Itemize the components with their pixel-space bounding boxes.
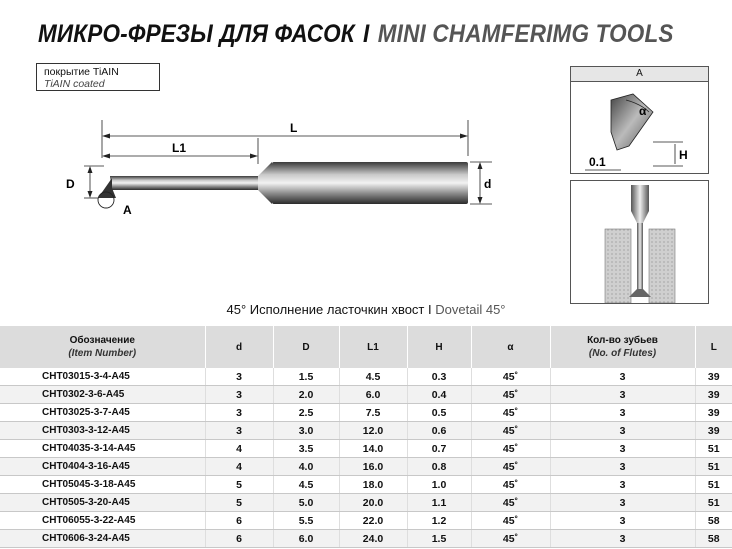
detail-a-panel [570,66,709,174]
dovetail-section-panel [570,180,709,304]
table-cell: 6 [205,512,273,530]
table-cell: CHT03025-3-7-A45 [0,404,205,422]
column-header [695,326,732,368]
table-cell: 45˚ [471,476,550,494]
table-cell: 18.0 [339,476,407,494]
title-en: MINI CHAMFERIMG TOOLS [377,20,674,48]
column-header [0,326,205,368]
table-cell: 51 [695,494,732,512]
specs-table [0,326,732,548]
table-cell: 3 [550,440,695,458]
table-cell: 5.5 [273,512,339,530]
table-cell: CHT06055-3-22-A45 [0,512,205,530]
table-cell: 45˚ [471,386,550,404]
table-cell: 45˚ [471,458,550,476]
workpiece-right [649,229,675,303]
table-cell: 4.5 [339,368,407,386]
table-row [0,404,732,422]
dim-L1-arrow-left [102,154,110,159]
table-cell: 3 [550,404,695,422]
column-header [550,326,695,368]
column-header-label: L [710,341,717,353]
subtitle-separator: I [428,302,432,317]
dim-d-arrow-bottom [478,197,483,204]
table-cell: 6.0 [339,386,407,404]
column-header-label: D [302,341,310,353]
label-L: L [290,121,298,135]
table-cell: CHT0404-3-16-A45 [0,458,205,476]
column-header-sublabel: (Item Number) [68,348,137,359]
table-cell: 5 [205,494,273,512]
table-cell: 3 [550,386,695,404]
dim-D-arrow-bottom [88,191,93,198]
detail-a-alpha: α [639,104,647,118]
detail-a-H: H [679,148,688,162]
table-cell: 39 [695,386,732,404]
dim-L-arrow-left [102,134,110,139]
table-row [0,440,732,458]
table-cell: CHT04035-3-14-A45 [0,440,205,458]
subtitle-en: Dovetail 45° [435,302,506,317]
table-cell: CHT0303-3-12-A45 [0,422,205,440]
table-cell: 45˚ [471,512,550,530]
table-cell: 39 [695,368,732,386]
table-cell: 6 [205,530,273,548]
table-cell: 4 [205,458,273,476]
table-cell: 20.0 [339,494,407,512]
table-cell: 1.5 [273,368,339,386]
dim-L-arrow-right [460,134,468,139]
table-cell: 45˚ [471,368,550,386]
section-shank [631,185,649,211]
table-cell: 58 [695,512,732,530]
table-cell: 5 [205,476,273,494]
dim-L1-arrow-right [250,154,258,159]
dim-d-arrow-top [478,162,483,169]
table-cell: 3.0 [273,422,339,440]
table-cell: 1.1 [407,494,471,512]
label-A: A [123,203,132,217]
column-header-label: Кол-во зубьев [587,335,658,346]
table-cell: 24.0 [339,530,407,548]
label-L1: L1 [172,141,187,155]
table-body [0,368,732,548]
table-cell: 39 [695,422,732,440]
table-cell: 45˚ [471,422,550,440]
table-cell: 3 [205,368,273,386]
table-cell: 3 [205,386,273,404]
table-cell: 1.5 [407,530,471,548]
table-cell: 39 [695,404,732,422]
table-cell: 3 [550,494,695,512]
table-cell: 58 [695,530,732,548]
table-cell: 14.0 [339,440,407,458]
table-cell: 3 [550,530,695,548]
table-row [0,368,732,386]
table-cell: 3 [550,476,695,494]
tool-neck [110,176,260,190]
table-cell: CHT0505-3-20-A45 [0,494,205,512]
table-cell: CHT03015-3-4-A45 [0,368,205,386]
table-cell: CHT0302-3-6-A45 [0,386,205,404]
table-row [0,386,732,404]
table-cell: 5.0 [273,494,339,512]
column-header [273,326,339,368]
table-row [0,494,732,512]
table-cell: 12.0 [339,422,407,440]
table-row [0,476,732,494]
workpiece-left [605,229,631,303]
table-cell: 3 [205,422,273,440]
dim-D-arrow-top [88,166,93,173]
table-cell: 3 [550,458,695,476]
column-header-label: Обозначение [69,335,135,346]
table-cell: 16.0 [339,458,407,476]
column-header [407,326,471,368]
table-cell: CHT05045-3-18-A45 [0,476,205,494]
section-neck-body [637,223,643,289]
table-cell: 45˚ [471,440,550,458]
table-cell: 0.5 [407,404,471,422]
section-subtitle [0,302,732,317]
tool-shank [272,162,468,204]
column-header [471,326,550,368]
table-cell: 7.5 [339,404,407,422]
table-cell: 0.6 [407,422,471,440]
table-row [0,530,732,548]
tool-transition [258,162,272,204]
column-header-label: L1 [367,341,379,353]
dovetail-section-drawing [571,181,708,303]
label-d: d [484,177,492,191]
table-cell: 1.2 [407,512,471,530]
subtitle-ru: 45° Исполнение ласточкин хвост [226,302,425,317]
coating-en: TiAIN coated [44,78,105,90]
table-cell: 4 [205,440,273,458]
table-cell: 0.8 [407,458,471,476]
label-D: D [66,177,75,191]
table-cell: 51 [695,440,732,458]
table-row [0,458,732,476]
table-cell: 3 [205,404,273,422]
table-cell: 3.5 [273,440,339,458]
coating-box [36,63,160,91]
table-cell: 1.0 [407,476,471,494]
table-cell: 3 [550,422,695,440]
table-row [0,422,732,440]
column-header [205,326,273,368]
table-cell: 0.4 [407,386,471,404]
detail-a-header: A [571,67,708,82]
table-cell: 51 [695,458,732,476]
table-cell: CHT0606-3-24-A45 [0,530,205,548]
table-cell: 4.5 [273,476,339,494]
page-title [38,20,674,49]
coating-ru: покрытие TiAIN [44,66,119,78]
table-row [0,512,732,530]
section-neck [631,211,649,223]
table-cell: 0.3 [407,368,471,386]
table-cell: 45˚ [471,530,550,548]
table-cell: 45˚ [471,494,550,512]
column-header-label: d [235,341,243,353]
table-cell: 3 [550,512,695,530]
table-cell: 51 [695,476,732,494]
table-cell: 45˚ [471,404,550,422]
detail-a-offset: 0.1 [589,155,606,169]
detail-a-drawing [571,82,708,174]
tool-drawing [60,118,500,228]
table-cell: 4.0 [273,458,339,476]
title-separator: I [363,20,370,48]
table-cell: 2.0 [273,386,339,404]
column-header-sublabel: (No. of Flutes) [588,348,657,359]
title-ru: МИКРО-ФРЕЗЫ ДЛЯ ФАСОК [38,20,355,48]
detail-a-head [611,94,653,150]
table-cell: 0.7 [407,440,471,458]
section-head [629,289,651,297]
column-header-label: α [507,341,514,353]
table-cell: 6.0 [273,530,339,548]
column-header [339,326,407,368]
table-cell: 3 [550,368,695,386]
column-header-label: H [435,341,443,353]
table-header-row [0,326,732,368]
table-cell: 22.0 [339,512,407,530]
table-cell: 2.5 [273,404,339,422]
